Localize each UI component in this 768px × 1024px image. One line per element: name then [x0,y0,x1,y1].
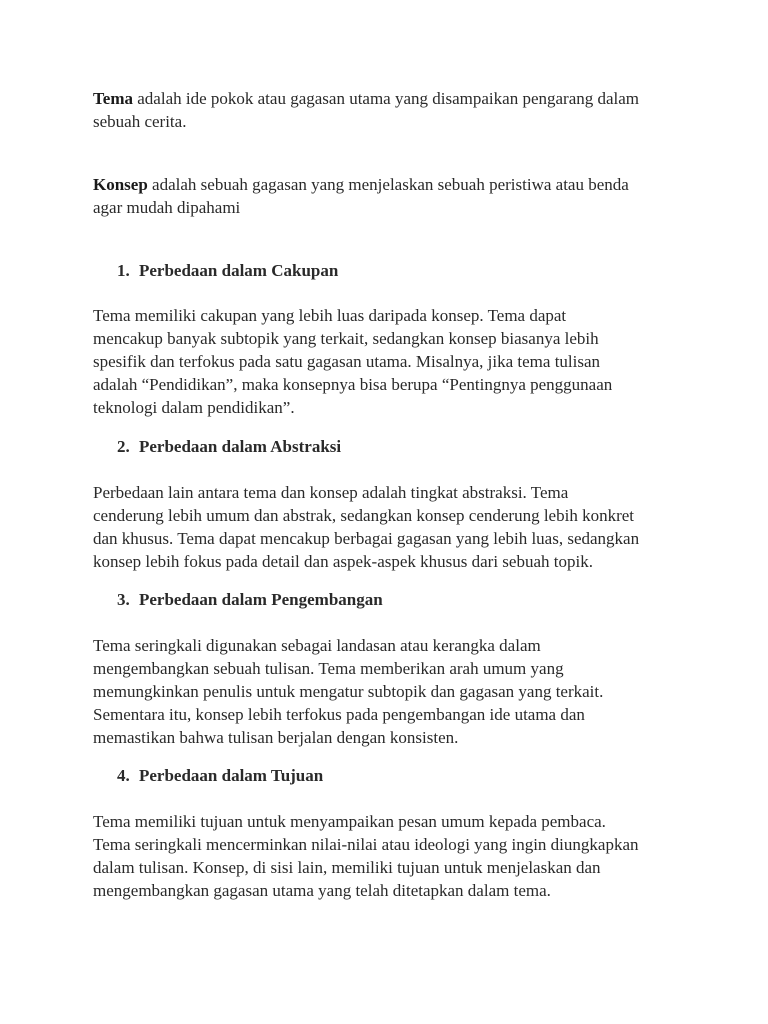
section-heading-2 [117,435,341,458]
section-heading-3 [117,588,383,611]
section-number: 1. [117,261,130,280]
paragraph-line: dan khusus. Tema dapat mencakup berbagai gagasan yang lebih luas, sedangkan [93,529,640,548]
paragraph-line: konsep lebih fokus pada detail dan aspek-aspek khusus dari sebuah topik. [93,552,593,571]
section-title: Perbedaan dalam Cakupan [139,261,339,280]
section-number: 2. [117,437,130,456]
paragraph-line: Tema seringkali mencerminkan nilai-nilai atau ideologi yang ingin diungkapkan [93,835,639,854]
paragraph-line: memungkinkan penulis untuk mengatur subtopik dan gagasan yang terkait. [93,682,604,701]
section-title: Perbedaan dalam Pengembangan [139,590,383,609]
definition-line: sebuah cerita. [93,112,187,131]
section-heading-4 [117,764,323,787]
paragraph-line: mengembangkan gagasan utama yang telah ditetapkan dalam tema. [93,881,551,900]
section-paragraph-2 [93,481,693,573]
paragraph-line: Tema memiliki cakupan yang lebih luas daripada konsep. Tema dapat [93,306,567,325]
definition-line: agar mudah dipahami [93,198,241,217]
paragraph-line: Tema memiliki tujuan untuk menyampaikan pesan umum kepada pembaca. [93,812,606,831]
definition-tema [93,87,693,133]
paragraph-line: cenderung lebih umum dan abstrak, sedangkan konsep cenderung lebih konkret [93,506,635,525]
paragraph-line: Sementara itu, konsep lebih terfokus pada pengembangan ide utama dan [93,705,585,724]
section-number: 4. [117,766,130,785]
section-title: Perbedaan dalam Abstraksi [139,437,342,456]
section-paragraph-3 [93,634,693,749]
section-paragraph-4 [93,810,693,902]
paragraph-line: mencakup banyak subtopik yang terkait, sedangkan konsep biasanya lebih [93,329,599,348]
definition-line: Konsep adalah sebuah gagasan yang menjelaskan sebuah peristiwa atau benda [93,175,629,194]
paragraph-line: spesifik dan terfokus pada satu gagasan utama. Misalnya, jika tema tulisan [93,352,601,371]
definition-term: Tema [93,89,133,108]
paragraph-line: dalam tulisan. Konsep, di sisi lain, memiliki tujuan untuk menjelaskan dan [93,858,601,877]
paragraph-line: memastikan bahwa tulisan berjalan dengan konsisten. [93,728,459,747]
section-number: 3. [117,590,130,609]
definition-term: Konsep [93,175,148,194]
paragraph-line: Tema seringkali digunakan sebagai landasan atau kerangka dalam [93,636,541,655]
paragraph-line: adalah “Pendidikan”, maka konsepnya bisa berupa “Pentingnya penggunaan [93,375,613,394]
section-title: Perbedaan dalam Tujuan [139,766,324,785]
definition-konsep [93,173,693,219]
paragraph-line: mengembangkan sebuah tulisan. Tema memberikan arah umum yang [93,659,564,678]
paragraph-line: teknologi dalam pendidikan”. [93,398,295,417]
section-paragraph-1 [93,304,693,419]
paragraph-line: Perbedaan lain antara tema dan konsep adalah tingkat abstraksi. Tema [93,483,569,502]
definition-line: Tema adalah ide pokok atau gagasan utama yang disampaikan pengarang dalam [93,89,640,108]
section-heading-1 [117,259,338,282]
